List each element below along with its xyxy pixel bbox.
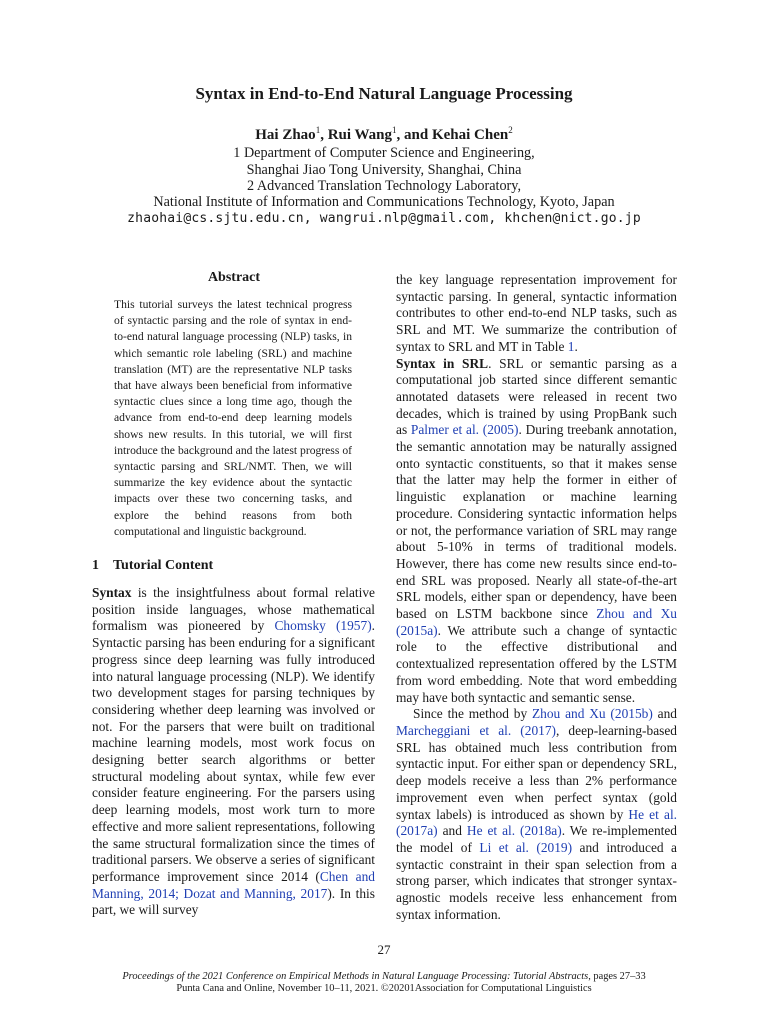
body-text: Since the method by <box>413 706 532 722</box>
proceedings-title: Proceedings of the 2021 Conference on Empirical Methods in Natural Language Processing: Tutorial Abstracts <box>122 971 589 982</box>
body-text: and <box>652 706 678 722</box>
citation-link[interactable]: Li et al. (2019) <box>479 839 573 855</box>
paragraph-lead: Syntax <box>92 585 132 600</box>
abstract-body: This tutorial surveys the latest technical progress of syntactic parsing and the role of syntax in end-to-end natural language processing (NLP) tasks, in which semantic role labeling (SRL) and machine translation (MT) are the representative NLP tasks that have always been beneficial from informative syntactic clues since a long time ago, though the advance from end-to-end deep learning models shows new results. In this tutorial, we will first introduce the background and the latest progress of syntactic parsing and SRL/NMT. Then, we will summarize the key evidence about the syntactic impacts over these two concerning tasks, and explore the behind reasons from both computational and linguistic background. <box>114 298 352 538</box>
abstract-heading: Abstract <box>207 270 261 285</box>
paper-title: Syntax in End-to-End Natural Language Processing <box>195 84 573 103</box>
affiliation-line: Shanghai Jiao Tong University, Shanghai, China <box>246 162 522 178</box>
affiliation-marker: 2 <box>508 125 513 135</box>
author-separator: , <box>320 127 328 143</box>
body-text: . During treebank annotation, the semantic annotation may be naturally assigned onto syntactic constituents, so that it makes sense that the latter may help the former in either of linguistic explanation or machine learning procedure. Considering syntactic information helps or not, the performance variation of SRL may range about 5-10% in terms of traditional models. However, there has come new results since end-to-end SRL was proposed. Nearly all state-of-the-art SRL models, either span or dependency, have been based on LSTM backbone since <box>396 422 677 622</box>
page-number: 27 <box>377 942 391 957</box>
body-text: . SRL or semantic parsing as a computational job started since different semantic annotated datasets were released in recent two decades, which is trained by using PropBank such as <box>396 355 677 438</box>
citation-link[interactable]: Marcheggiani et al. (2017) <box>396 722 556 738</box>
footer-line <box>0 971 768 983</box>
body-text: is the insightfulness about formal relative position inside languages, whose mathematical formalism was pioneered by <box>92 585 375 634</box>
author-name: Hai Zhao <box>255 127 316 143</box>
paragraph-lead: Syntax in SRL <box>396 355 489 371</box>
affiliation-marker: 1 <box>392 125 397 135</box>
section-number: 1 <box>92 558 99 573</box>
body-text: . Syntactic parsing has been enduring for a significant progress since deep learning was fully introduced into natural language processing (NLP). We identify two development stages for parsing techniques by considering whether deep learning was involved or not. For the parsers that were built on traditional machine learning models, most work focus on designing better search algorithms or better structural modeling about syntax, while few ever consider feature engineering. For the parsers using deep learning models, most work turn to more effective and more salient representations, following the same structural formalization since the times of traditional parsers. We observe a series of significant performance improvement since 2014 ( <box>92 618 376 884</box>
author-name: Kehai Chen <box>431 127 509 143</box>
footer-pages: , pages 27–33 <box>588 971 646 982</box>
affiliation-marker: 1 <box>315 125 321 135</box>
body-text: and <box>437 823 467 839</box>
affiliation-line: National Institute of Information and Communications Technology, Kyoto, Japan <box>153 194 615 210</box>
left-column-text <box>92 585 375 919</box>
body-text: . <box>574 338 578 354</box>
paragraph <box>396 706 677 923</box>
footer-line: Punta Cana and Online, November 10–11, 2021. ©20201Association for Computational Linguistics <box>176 983 592 994</box>
body-text: the key language representation improvement for syntactic parsing. In general, syntactic information contributes to other end-to-end NLP tasks, such as SRL and MT. We summarize the contribution of syntax to SRL and MT in Table <box>396 272 677 354</box>
section-title: Tutorial Content <box>113 558 214 573</box>
citation-link[interactable]: Zhou and Xu (2015b) <box>531 706 653 722</box>
page-footer <box>0 971 768 995</box>
paragraph <box>396 356 677 707</box>
citation-link[interactable]: He et al. (2018a) <box>466 823 562 839</box>
author-separator: , and <box>396 127 432 143</box>
citation-link[interactable]: Chen and Manning, 2014; Dozat and Manning, 2017 <box>92 868 375 901</box>
author-emails[interactable]: zhaohai@cs.sjtu.edu.cn, wangrui.nlp@gmail.com, khchen@nict.go.jp <box>127 211 641 226</box>
affiliation-line: 2 Advanced Translation Technology Laboratory, <box>246 178 522 194</box>
body-text: . We re-implemented the model of <box>396 823 677 855</box>
citation-link[interactable]: Palmer et al. (2005) <box>410 422 519 438</box>
body-text: and introduced a syntactic constraint in their span selection from a strong parser, which indicates that stronger syntax-agnostic models receive less enhancement from syntax information. <box>396 839 677 922</box>
body-text: . We attribute such a change of syntactic role to the effective distributional and contextualized representation offered by the LSTM from word embedding. Note that word embedding may have both syntactic and semantic sense. <box>396 622 677 705</box>
author-line <box>0 125 768 144</box>
body-text: , deep-learning-based SRL has obtained much less contribution from syntactic input. For either span or dependency SRL, deep models receive a less than 2% performance improvement even when perfect syntax (gold syntax labels) is introduced as shown by <box>396 722 677 822</box>
paragraph <box>396 272 677 356</box>
table-reference-link[interactable]: 1 <box>567 338 575 354</box>
right-column-text <box>396 272 677 923</box>
author-name: Rui Wang <box>327 127 393 143</box>
citation-link[interactable]: He et al. (2017a) <box>396 806 678 839</box>
citation-link[interactable]: Zhou and Xu (2015a) <box>396 606 677 638</box>
section-heading <box>92 558 213 574</box>
citation-link[interactable]: Chomsky (1957) <box>274 618 372 634</box>
body-text: ). In this part, we will survey <box>92 885 375 918</box>
affiliation-line: 1 Department of Computer Science and Engineering, <box>233 145 535 161</box>
